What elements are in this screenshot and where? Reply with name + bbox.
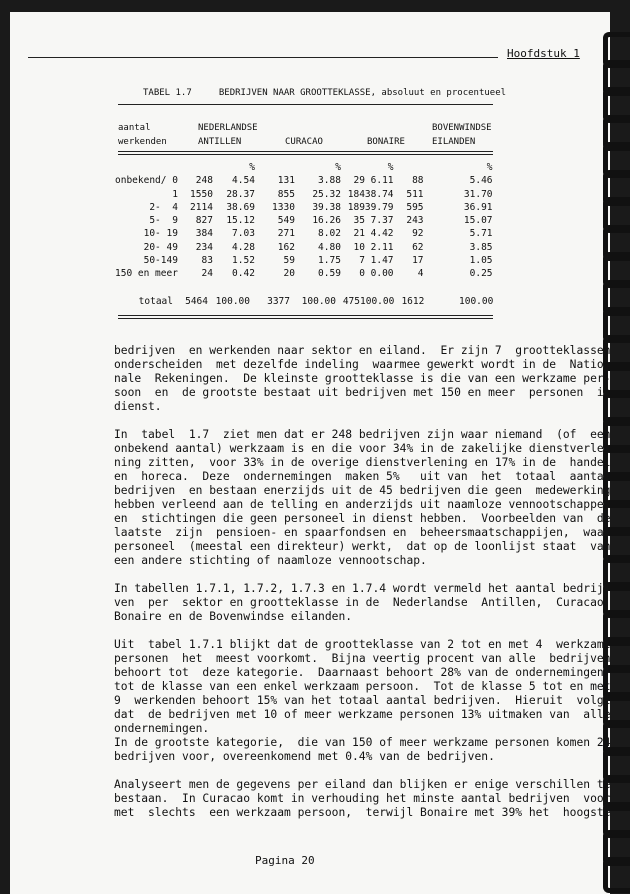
value-cell: 38.74	[364, 188, 394, 200]
value-cell: 2.11	[370, 241, 394, 253]
percent-header: %	[335, 162, 341, 173]
paragraph: bedrijven en werkenden naar sektor en eiland. Er zijn 7 grootteklassen onderscheiden met dezelfde indeling waarmee gewerkt wordt in de Natio- nale Rekeningen. De kleinste grootteklasse is die van een werkzame per- soon en de grootste bestaat uit bedrijven met 150 en meer personen in dienst.	[114, 344, 611, 413]
value-cell: 1330	[272, 201, 295, 213]
size-class-cell: 10- 19	[143, 228, 178, 240]
total-table	[115, 295, 493, 308]
value-cell: 62	[412, 241, 424, 253]
value-cell: 4.54	[232, 175, 255, 187]
value-cell: 511	[406, 188, 424, 200]
value-cell: 36.91	[463, 201, 493, 213]
percent-header	[394, 161, 424, 174]
value-cell: 549	[277, 215, 295, 227]
value-cell: 271	[277, 228, 295, 240]
total-value: 3377	[267, 296, 290, 307]
value-cell: 0.42	[232, 268, 255, 280]
percent-header	[115, 161, 178, 174]
value-cell: 7.37	[370, 215, 394, 227]
value-cell: 7.03	[232, 228, 255, 240]
value-cell: 0.59	[318, 268, 341, 280]
total-value: 100.00	[459, 296, 494, 307]
value-cell: 35	[353, 215, 365, 227]
value-cell: 248	[195, 175, 213, 187]
paragraph: In tabellen 1.7.1, 1.7.2, 1.7.3 en 1.7.4 wordt vermeld het aantal bedrij- ven per sektor en grootteklasse in de Nederlandse Antillen, Curacao, Bonaire en de Bovenwindse eilanden.	[114, 582, 611, 623]
value-cell: 3.88	[318, 175, 341, 187]
value-cell: 0.25	[469, 268, 493, 280]
value-cell: 17	[412, 255, 424, 267]
body-text	[114, 344, 611, 834]
value-cell: 20	[283, 268, 295, 280]
value-cell: 7	[359, 255, 365, 267]
total-value: 475	[342, 296, 360, 307]
col-label-1: aantal	[118, 123, 151, 133]
table-row	[115, 188, 493, 201]
value-cell: 8.02	[318, 228, 341, 240]
value-cell: 15.12	[226, 215, 255, 227]
value-cell: 827	[195, 215, 213, 227]
percent-header-row	[115, 161, 493, 174]
table-bottom-rule	[118, 315, 493, 319]
percent-header: %	[387, 162, 394, 173]
total-value: 100.00	[360, 296, 395, 307]
value-cell: 28.37	[226, 188, 255, 200]
total-label: totaal	[138, 296, 173, 307]
value-cell: 855	[277, 188, 295, 200]
value-cell: 39.79	[364, 201, 394, 213]
percent-header	[255, 161, 295, 174]
value-cell: 25.32	[312, 188, 341, 200]
value-cell: 4	[417, 268, 424, 280]
table-row	[115, 254, 493, 267]
value-cell: 39.38	[312, 201, 341, 213]
value-cell: 6.11	[370, 175, 394, 187]
table-row	[115, 267, 493, 280]
total-value: 5464	[185, 296, 208, 307]
value-cell: 3.85	[469, 241, 493, 253]
binding-ring-icon	[603, 857, 630, 893]
group-bw-1: BOVENWINDSE	[432, 123, 492, 133]
table-row	[115, 174, 493, 187]
value-cell: 5.46	[469, 175, 493, 187]
paragraph: Analyseert men de gegevens per eiland dan blijken er enige verschillen te bestaan. In Curacao komt in verhouding het minste aantal bedrijven voor met slechts een werkzaam persoon, terwijl Bonaire met 39% het hoogste	[114, 778, 611, 819]
value-cell: 1.05	[469, 255, 493, 267]
value-cell: 1.75	[318, 255, 341, 267]
value-cell: 4.80	[318, 241, 341, 253]
size-class-cell: 50-149	[143, 255, 178, 267]
value-cell: 83	[201, 255, 213, 267]
value-cell: 88	[412, 175, 424, 187]
value-cell: 1.47	[370, 255, 394, 267]
value-cell: 1550	[190, 188, 213, 200]
group-curacao: CURACAO	[285, 137, 323, 147]
percent-header: %	[249, 162, 255, 173]
value-cell: 2114	[190, 201, 213, 213]
table-top-rule	[118, 104, 493, 105]
group-bw-2: EILANDEN	[432, 137, 476, 147]
value-cell: 131	[277, 175, 295, 187]
data-table	[115, 161, 493, 281]
value-cell: 384	[195, 228, 213, 240]
paragraph: Uit tabel 1.7.1 blijkt dat de grootteklasse van 2 tot en met 4 werkzame personen het meest voorkomt. Bijna veertig procent van alle bedrijven behoort tot deze kategorie. Daarnaast behoort 28% van de ondernemingen tot de klasse van een enkel werkzaam persoon. Tot de klasse 5 tot en met 9 werkenden behoort 15% van het totaal aantal bedrijven. Hieruit volgt dat de bedrijven met 10 of meer werkzame personen 13% uitmaken van alle ondernemingen. In de grootste kategorie, die van 150 of meer werkzame personen komen 24 bedrijven voor, overeenkomend met 0.4% van de bedrijven.	[114, 638, 611, 763]
value-cell: 5.71	[469, 228, 493, 240]
size-class-cell: onbekend/ 0	[115, 175, 178, 187]
value-cell: 4.42	[370, 228, 394, 240]
value-cell: 21	[353, 228, 365, 240]
percent-header	[178, 161, 213, 174]
value-cell: 243	[406, 215, 424, 227]
value-cell: 162	[277, 241, 295, 253]
table-row	[115, 227, 493, 240]
value-cell: 234	[195, 241, 213, 253]
total-row	[115, 295, 493, 308]
table-title: TABEL 1.7 BEDRIJVEN NAAR GROOTTEKLASSE, absoluut en procentueel	[143, 88, 507, 98]
table-row	[115, 241, 493, 254]
value-cell: 1.52	[232, 255, 255, 267]
total-value: 100.00	[301, 296, 336, 307]
group-bonaire: BONAIRE	[367, 137, 405, 147]
table-row	[115, 201, 493, 214]
table-row	[115, 214, 493, 227]
value-cell: 59	[283, 255, 295, 267]
percent-header	[341, 161, 365, 174]
total-value: 100.00	[215, 296, 250, 307]
value-cell: 4.28	[232, 241, 255, 253]
document-page	[10, 12, 610, 894]
chapter-header: Hoofdstuk 1	[507, 47, 580, 60]
size-class-cell: 150 en meer	[115, 268, 178, 280]
col-label-2: werkenden	[118, 137, 167, 147]
header-double-rule	[118, 151, 493, 155]
value-cell: 29	[353, 175, 365, 187]
value-cell: 0.00	[370, 268, 394, 280]
value-cell: 0	[359, 268, 365, 280]
value-cell: 184	[347, 188, 365, 200]
value-cell: 92	[412, 228, 424, 240]
size-class-cell: 2- 4	[149, 201, 178, 213]
value-cell: 10	[353, 241, 365, 253]
size-class-cell: 20- 49	[143, 241, 178, 253]
value-cell: 15.07	[463, 215, 493, 227]
value-cell: 31.70	[463, 188, 493, 200]
value-cell: 595	[406, 201, 424, 213]
value-cell: 16.26	[312, 215, 341, 227]
percent-header: %	[486, 162, 493, 173]
value-cell: 38.69	[226, 201, 255, 213]
group-na-1: NEDERLANDSE	[198, 123, 258, 133]
page-number: Pagina 20	[255, 854, 315, 867]
value-cell: 24	[201, 268, 213, 280]
paragraph: In tabel 1.7 ziet men dat er 248 bedrijven zijn waar niemand (of een onbekend aantal) werkzaam is en die voor 34% in de zakelijke dienstverle- ning zitten, voor 33% in de overige dienstverlening en 17% in de handel en horeca. Deze ondernemingen maken 5% uit van het totaal aantal bedrijven en bestaan enerzijds uit de 45 bedrijven die geen medewerking hebben verleend aan de telling en anderzijds uit naamloze vennootschappen en stichtingen die geen personeel in dienst hebben. Voorbeelden van de laatste zijn pensioen- en spaarfondsen en beheersmaatschappijen, waar personeel (meestal een direkteur) werkt, dat op de loonlijst staat van een andere stichting of naamloze vennootschap.	[114, 428, 611, 567]
header-rule	[28, 57, 498, 58]
value-cell: 189	[347, 201, 365, 213]
size-class-cell: 5- 9	[149, 215, 178, 227]
total-value: 1612	[401, 296, 425, 307]
size-class-cell: 1	[172, 188, 178, 200]
group-na-2: ANTILLEN	[198, 137, 242, 147]
